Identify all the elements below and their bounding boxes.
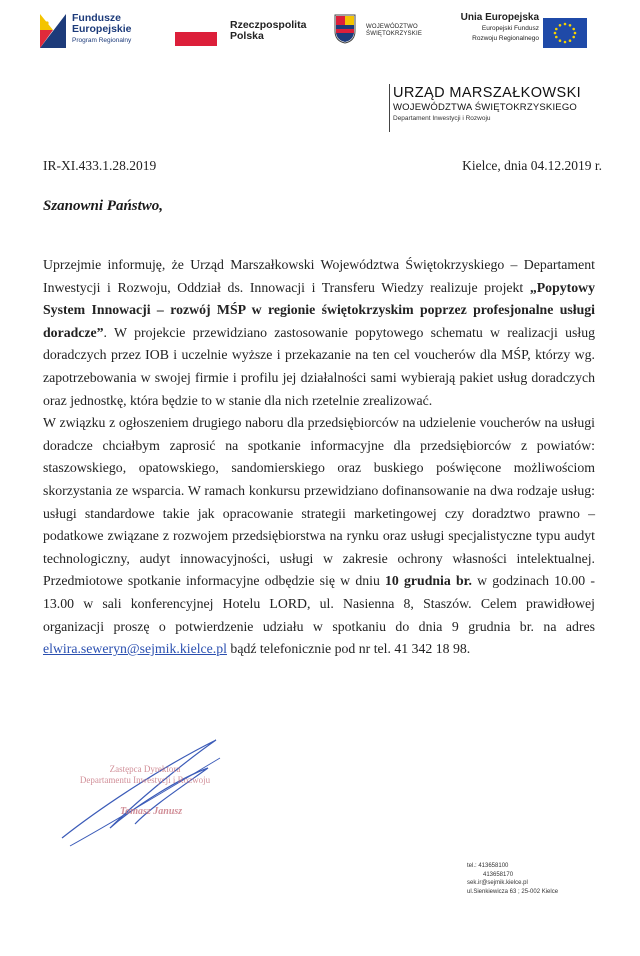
place-date: Kielce, dnia 04.12.2019 r.: [462, 158, 602, 173]
eu-sub2: Rozwoju Regionalnego: [472, 35, 539, 42]
footer-tel1: tel.: 413658100: [467, 863, 509, 869]
office-header: [393, 85, 581, 122]
voivodeship-line2: ŚWIĘTOKRZYSKIE: [366, 31, 423, 37]
voivodeship-logo: [334, 14, 434, 50]
eu-sub1: Europejski Fundusz: [481, 25, 539, 32]
p1-text-a: Uprzejmie informuję, że Urząd Marszałkowski Województwa Świętokrzyskiego – Departament Inwestycji i Rozwoju, Oddział ds. Innowacji i Transferu Wiedzy realizuje projekt: [43, 257, 595, 295]
coat-of-arms-icon: [334, 14, 356, 44]
p2-text-c: bądź telefonicznie pod nr tel. 41 342 18 98.: [226, 641, 471, 657]
paragraph-2: [43, 412, 595, 661]
letter-body: [43, 254, 595, 661]
signature-name: Tomasz Janusz: [120, 806, 183, 817]
eu-title: Unia Europejska: [460, 12, 539, 23]
office-region: WOJEWÓDZTWA ŚWIĘTOKRZYSKIEGO: [393, 102, 577, 113]
republic-line2: Polska: [230, 30, 264, 42]
office-rule: [389, 84, 390, 132]
voivodeship-line1: WOJEWÓDZTWO: [366, 24, 418, 30]
republic-logo: [175, 12, 310, 52]
funds-line1: Fundusze: [72, 12, 121, 24]
funds-line2: Europejskie: [72, 23, 132, 35]
eu-flag-icon: [543, 18, 587, 48]
paragraph-1: [43, 254, 595, 412]
footer-address: ul.Sienkiewicza 63 ; 25-002 Kielce: [467, 888, 559, 895]
contact-footer: [467, 862, 558, 896]
republic-line1: Rzeczpospolita: [230, 19, 307, 31]
funds-sub: Program Regionalny: [72, 37, 132, 44]
eu-logo: [445, 12, 595, 52]
project-title: „Popytowy System Innowacji – rozwój MŚP w regionie świętokrzyskim poprzez profesjonalne usługi doradcze”: [43, 279, 595, 340]
p2-text-a: W związku z ogłoszeniem drugiego naboru dla przedsiębiorców na udzielenie voucherów na usługi doradcze chciałbym zaprosić na spotkanie informacyjne dla przedsiębiorców z powiatów: staszowskiego, opatowskiego, sandomierskiego oraz buskiego poświęcone możliwościom skorzystania ze wsparcia. W ramach konkursu przewidziano dofinansowanie na dwa rodzaje usług: usługi standardowe takie jak opracowanie strategii marketingowej czy doradztwo prawno – podatkowe związane z rozwojem przedsiębiorstwa na rynku oraz usługi specjalistyczne typu audyt technologiczny, audyt innowacyjności, usługi w zakresie ochrony własności intelektualnej. Przedmiotowe spotkanie informacyjne odbędzie się w dniu: [43, 415, 595, 589]
polish-flag-icon: [175, 32, 217, 46]
signature-title: Zastępca Dyrektora: [109, 764, 181, 774]
signature-block: [40, 728, 260, 858]
p1-text-b: . W projekcie przewidziano zastosowanie popytowego schematu w realizacji usług doradczych przez IOB i uczelnie wyższe i przekazanie na ten cel voucherów dla MŚP, którzy wg. zapotrzebowania w swojej firmie i profilu jej działalności sami wybierają pakiet usług doradczych oraz jednostkę, która będzie to w stanie dla nich rzetelnie zrealizować.: [43, 324, 595, 408]
office-name: URZĄD MARSZAŁKOWSKI: [393, 85, 582, 101]
office-department: Departament Inwestycji i Rozwoju: [393, 115, 491, 122]
funds-logo: [38, 10, 158, 52]
funds-flag-icon: [38, 10, 68, 50]
email-link[interactable]: elwira.seweryn@sejmik.kielce.pl: [43, 641, 227, 657]
reference-number: IR-XI.433.1.28.2019: [43, 158, 157, 173]
footer-email: sek.ir@sejmik.kielce.pl: [467, 880, 528, 886]
footer-tel2: 413658170: [483, 871, 514, 878]
handwritten-signature: [40, 728, 260, 858]
greeting: Szanowni Państwo,: [43, 198, 164, 214]
signature-department: Departamentu Inwestycji i Rozwoju: [79, 775, 211, 785]
p2-text-b: w godzinach 10.00 - 13.00 w sali konferencyjnej Hotelu LORD, ul. Nasienna 8, Staszów. Celem prawidłowej organizacji proszę o potwierdzenie udziału w spotkaniu do dnia 9 grudnia br. na adres: [43, 573, 595, 634]
meeting-date: 10 grudnia br.: [385, 573, 472, 589]
